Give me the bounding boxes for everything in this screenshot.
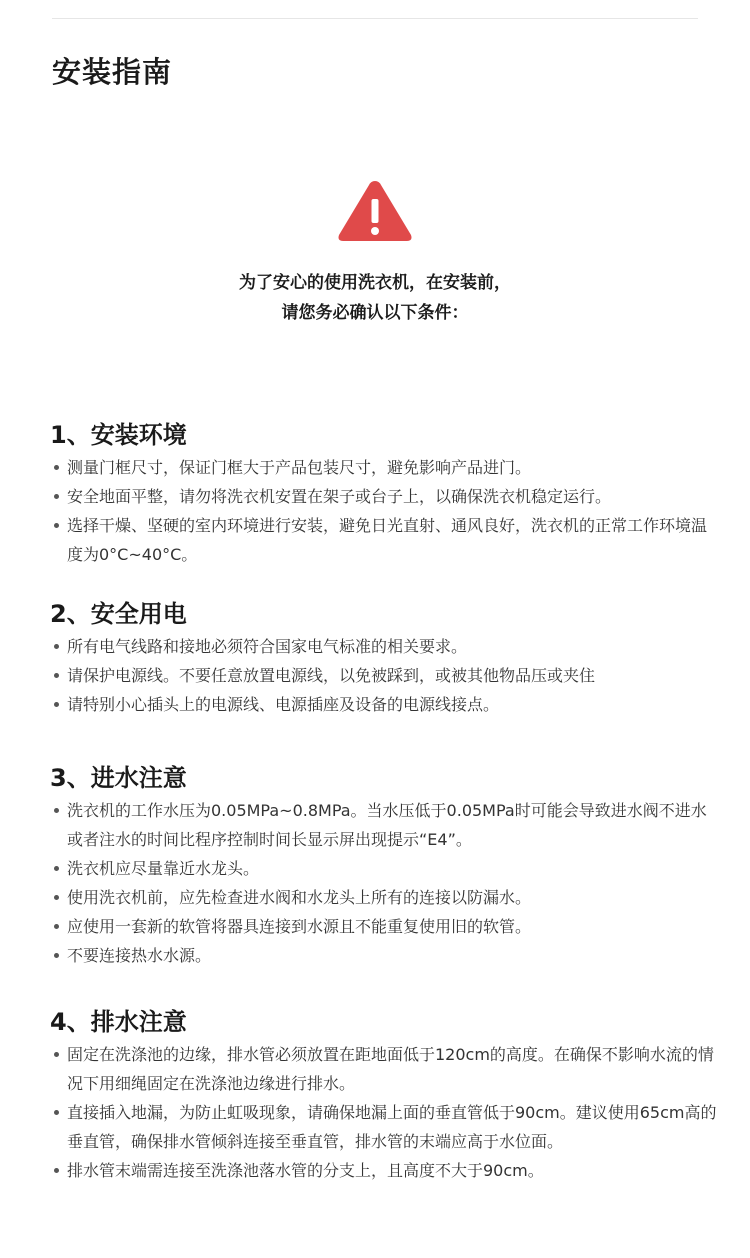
top-divider <box>52 18 698 19</box>
list-item: 不要连接热水水源。 <box>50 941 720 970</box>
bullet-list <box>50 796 720 970</box>
list-item: 请特别小心插头上的电源线、电源插座及设备的电源线接点。 <box>50 690 720 719</box>
section-drainage <box>50 1004 720 1185</box>
list-item: 所有电气线路和接地必须符合国家电气标准的相关要求。 <box>50 632 720 661</box>
section-electrical-safety <box>50 596 720 719</box>
list-item: 直接插入地漏，为防止虹吸现象，请确保地漏上面的垂直管低于90cm。建议使用65cm高的垂直管，确保排水管倾斜连接至垂直管，排水管的末端应高于水位面。 <box>50 1098 720 1156</box>
list-item: 请保护电源线。不要任意放置电源线，以免被踩到，或被其他物品压或夹住 <box>50 661 720 690</box>
intro-line-1: 为了安心的使用洗衣机，在安装前， <box>239 273 511 293</box>
section-water-inlet <box>50 760 720 970</box>
section-title: 3、进水注意 <box>50 764 187 792</box>
list-item: 洗衣机的工作水压为0.05MPa~0.8MPa。当水压低于0.05MPa时可能会导致进水阀不进水或者注水的时间比程序控制时间长显示屏出现提示“E4”。 <box>50 796 720 854</box>
section-title: 1、安装环境 <box>50 421 187 449</box>
section-title: 4、排水注意 <box>50 1008 187 1036</box>
intro-line-2: 请您务必确认以下条件： <box>281 303 469 323</box>
page-title: 安装指南 <box>52 55 173 89</box>
list-item: 安全地面平整，请勿将洗衣机安置在架子或台子上，以确保洗衣机稳定运行。 <box>50 482 720 511</box>
list-item: 洗衣机应尽量靠近水龙头。 <box>50 854 720 883</box>
list-item: 选择干燥、坚硬的室内环境进行安装，避免日光直射、通风良好，洗衣机的正常工作环境温度为0°C~40°C。 <box>50 511 720 569</box>
section-install-environment <box>50 417 720 569</box>
list-item: 应使用一套新的软管将器具连接到水源且不能重复使用旧的软管。 <box>50 912 720 941</box>
bullet-list <box>50 453 720 569</box>
warning-triangle-icon <box>335 177 415 245</box>
section-title: 2、安全用电 <box>50 600 187 628</box>
list-item: 测量门框尺寸，保证门框大于产品包装尺寸，避免影响产品进门。 <box>50 453 720 482</box>
bullet-list <box>50 632 720 719</box>
bullet-list <box>50 1040 720 1185</box>
list-item: 排水管末端需连接至洗涤池落水管的分支上，且高度不大于90cm。 <box>50 1156 720 1185</box>
list-item: 固定在洗涤池的边缘，排水管必须放置在距地面低于120cm的高度。在确保不影响水流的情况下用细绳固定在洗涤池边缘进行排水。 <box>50 1040 720 1098</box>
list-item: 使用洗衣机前，应先检查进水阀和水龙头上所有的连接以防漏水。 <box>50 883 720 912</box>
